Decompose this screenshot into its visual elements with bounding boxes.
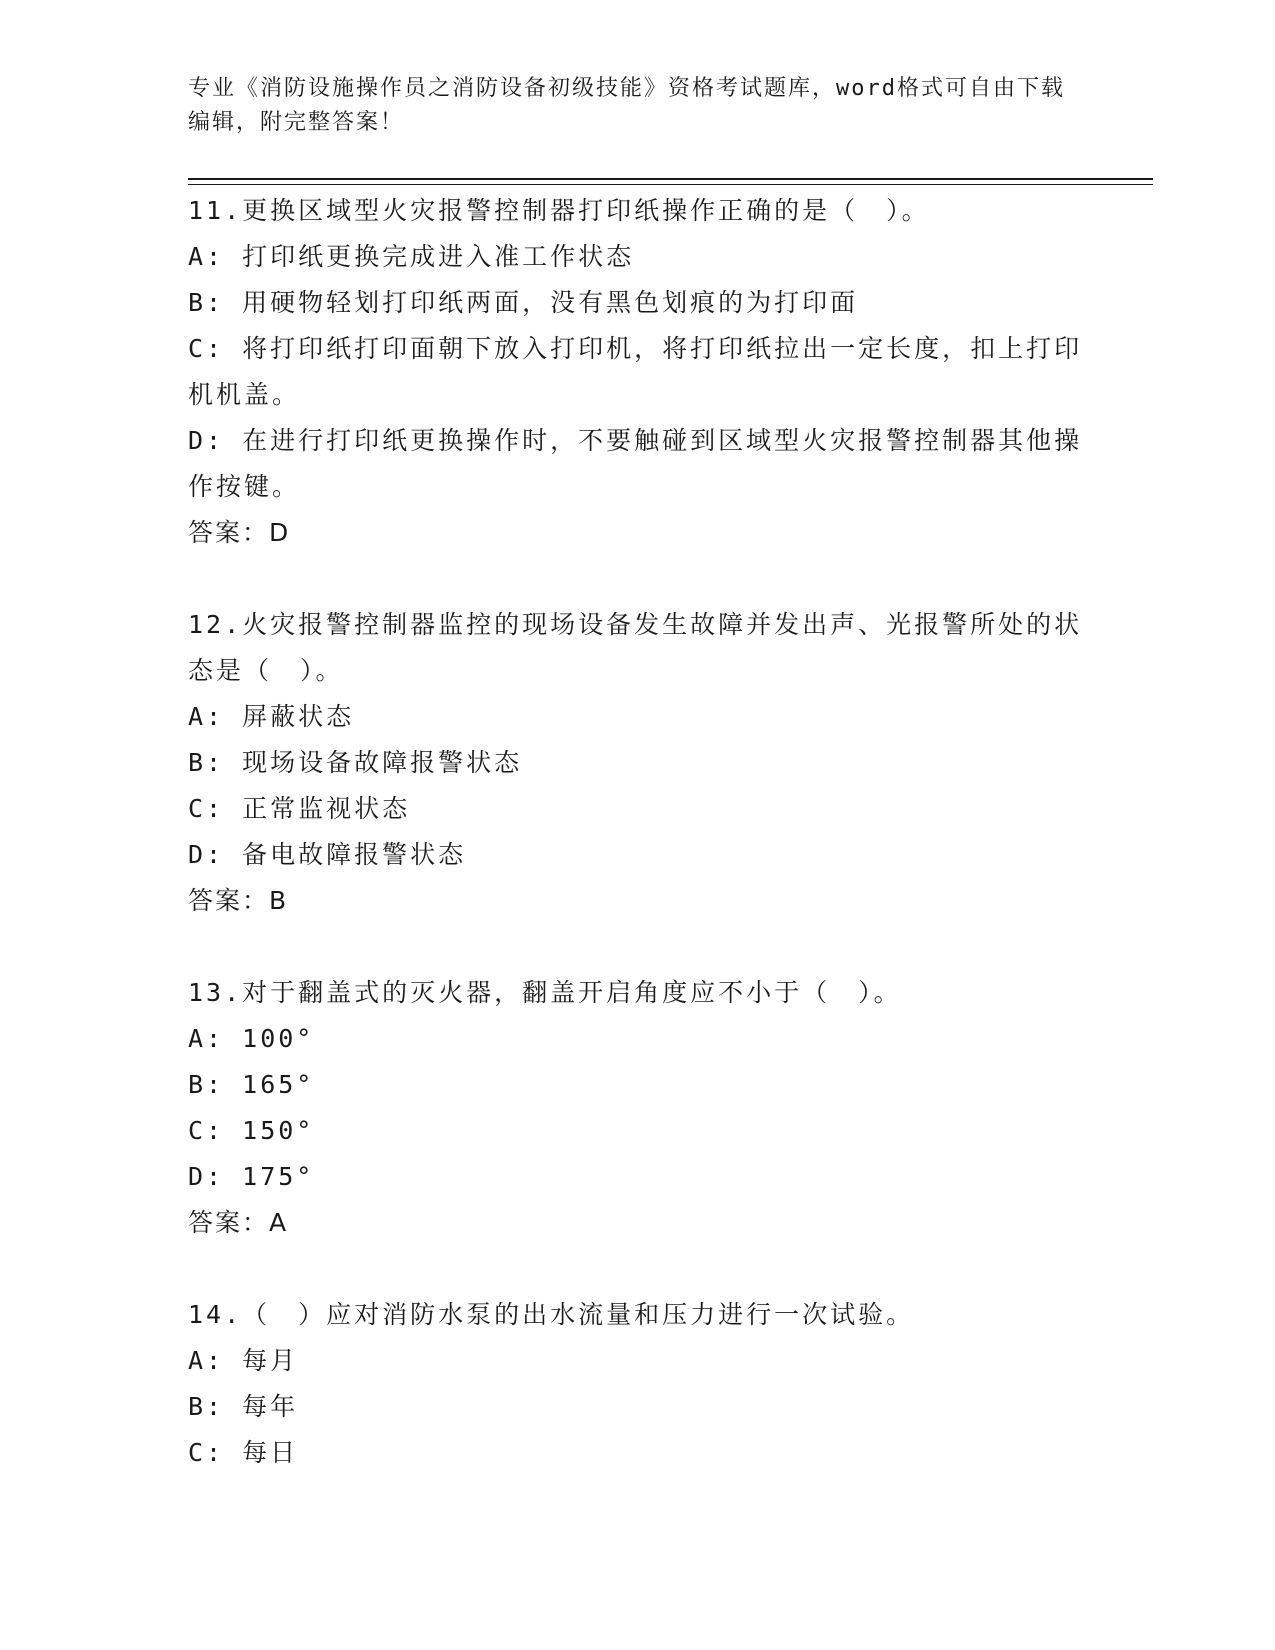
option-c: C: 每日 [188, 1438, 299, 1467]
option-b: B: 165° [188, 1070, 315, 1099]
answer: 答案：B [188, 886, 289, 915]
option-c: C: 将打印纸打印面朝下放入打印机，将打印纸拉出一定长度，扣上打印机机盖。 [188, 334, 1083, 409]
question-12 [188, 602, 1088, 924]
option-d: D: 在进行打印纸更换操作时，不要触碰到区域型火灾报警控制器其他操作按键。 [188, 426, 1083, 501]
option-d: D: 备电故障报警状态 [188, 840, 467, 869]
question-14 [188, 1292, 1088, 1476]
answer: 答案：D [188, 518, 291, 547]
option-b: B: 每年 [188, 1392, 299, 1421]
option-a: A: 100° [188, 1024, 315, 1053]
option-a: A: 屏蔽状态 [188, 702, 355, 731]
option-b: B: 用硬物轻划打印纸两面，没有黑色划痕的为打印面 [188, 288, 859, 317]
header-rule-thin [188, 184, 1153, 185]
header-rule-thick [188, 178, 1153, 180]
question-stem: 14.（ ）应对消防水泵的出水流量和压力进行一次试验。 [188, 1300, 915, 1329]
question-stem: 12.火灾报警控制器监控的现场设备发生故障并发出声、光报警所处的状态是（ ）。 [188, 610, 1083, 685]
option-b: B: 现场设备故障报警状态 [188, 748, 523, 777]
question-13 [188, 970, 1088, 1246]
option-a: A: 每月 [188, 1346, 299, 1375]
question-list [188, 188, 1088, 1522]
document-header: 专业《消防设施操作员之消防设备初级技能》资格考试题库，word格式可自由下载编辑，附完整答案！ [188, 76, 1065, 135]
question-11 [188, 188, 1088, 556]
option-d: D: 175° [188, 1162, 315, 1191]
option-c: C: 150° [188, 1116, 315, 1145]
question-stem: 11.更换区域型火灾报警控制器打印纸操作正确的是（ ）。 [188, 196, 930, 225]
option-a: A: 打印纸更换完成进入准工作状态 [188, 242, 635, 271]
option-c: C: 正常监视状态 [188, 794, 411, 823]
question-stem: 13.对于翻盖式的灭火器，翻盖开启角度应不小于（ ）。 [188, 978, 902, 1007]
answer: 答案：A [188, 1208, 289, 1237]
